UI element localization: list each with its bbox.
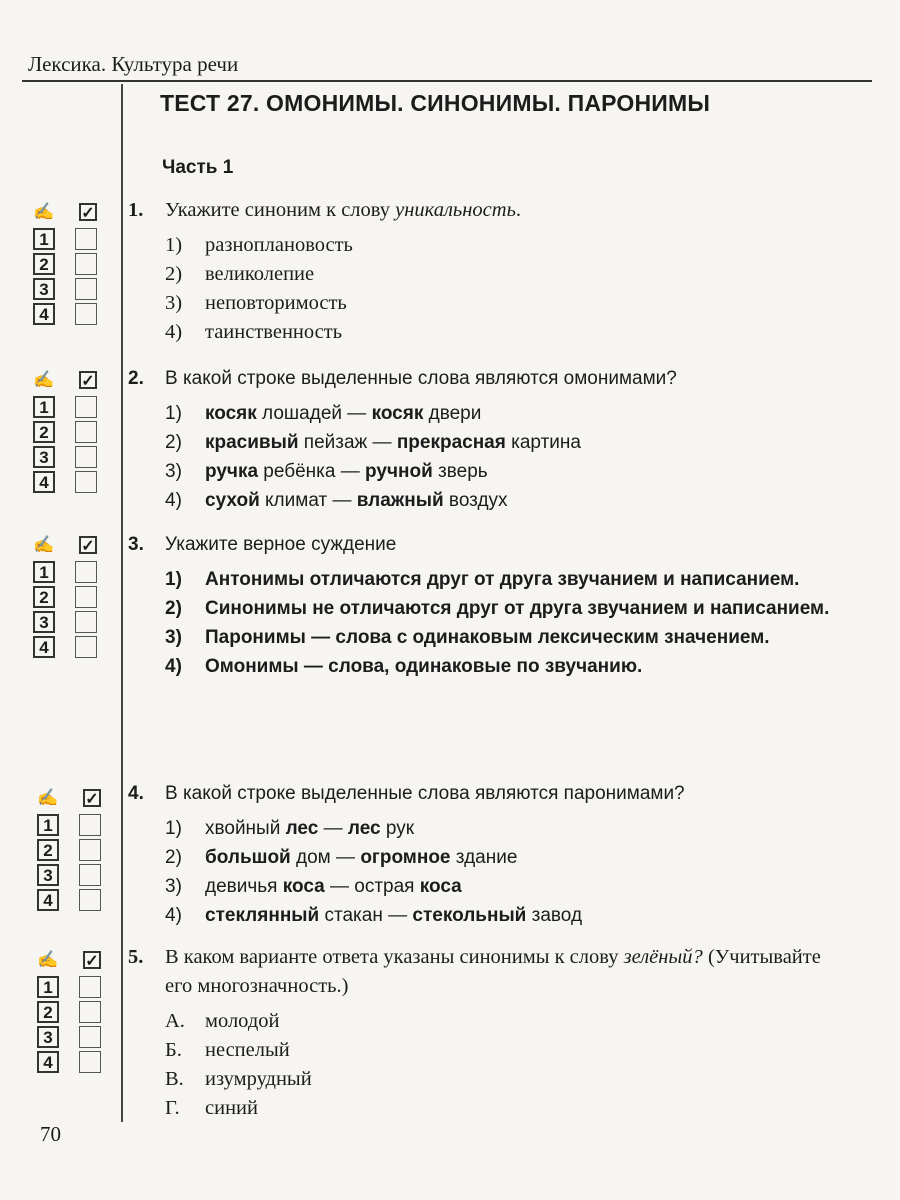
question-text xyxy=(128,779,853,808)
text-segment: — острая xyxy=(324,876,420,897)
answer-number-box: 3 xyxy=(37,1026,59,1048)
answer-row xyxy=(33,561,97,583)
text-segment: прекрасная xyxy=(396,432,506,453)
answer-option xyxy=(165,457,853,486)
options-list xyxy=(165,399,853,515)
answer-grid xyxy=(37,786,101,914)
option-text xyxy=(205,565,853,594)
option-text xyxy=(205,594,853,623)
option-text xyxy=(205,1094,853,1123)
text-segment: девичья xyxy=(205,876,283,897)
answer-number-box: 4 xyxy=(33,303,55,325)
answer-option xyxy=(165,231,853,260)
text-segment: огромное xyxy=(360,847,451,868)
text-segment: Паронимы — слова с одинаковым лексическим значением. xyxy=(205,627,770,648)
text-segment: таинственность xyxy=(205,321,343,343)
page-title: ТЕСТ 27. ОМОНИМЫ. СИНОНИМЫ. ПАРОНИМЫ xyxy=(160,90,711,116)
question-prompt xyxy=(165,364,677,393)
question-3 xyxy=(128,530,853,681)
option-text xyxy=(205,872,853,901)
text-segment: В какой строке выделенные слова являются омонимами? xyxy=(165,368,677,389)
answer-row xyxy=(33,586,97,608)
text-segment: Антонимы отличаются друг от друга звучанием и написанием. xyxy=(205,569,800,590)
section-header: Лексика. Культура речи xyxy=(28,52,239,76)
answer-grid-header xyxy=(33,200,97,224)
answer-grid xyxy=(37,948,101,1076)
option-text xyxy=(205,843,853,872)
text-segment: ручка xyxy=(205,461,259,482)
page-number: 70 xyxy=(40,1122,61,1146)
option-text xyxy=(205,318,853,347)
answer-option xyxy=(165,289,853,318)
answer-option xyxy=(165,1036,853,1065)
option-label: 1) xyxy=(165,403,182,424)
answer-row xyxy=(33,278,97,300)
question-text xyxy=(128,364,853,393)
answer-row xyxy=(33,253,97,275)
pencil-icon: ✍ xyxy=(33,370,55,390)
option-label: 3) xyxy=(165,461,182,482)
options-list xyxy=(165,1007,853,1123)
option-text xyxy=(205,1007,853,1036)
options-list xyxy=(165,814,853,930)
answer-checkbox[interactable] xyxy=(75,636,97,658)
text-segment: двери xyxy=(423,403,482,424)
answer-option xyxy=(165,565,853,594)
text-segment: лес xyxy=(347,818,381,839)
answer-grid xyxy=(33,533,97,661)
pencil-icon: ✍ xyxy=(33,535,55,555)
answer-checkbox[interactable] xyxy=(75,586,97,608)
answer-row xyxy=(37,1051,101,1073)
text-segment: Синонимы не отличаются друг от друга звучанием и написанием. xyxy=(205,598,830,619)
answer-checkbox[interactable] xyxy=(79,839,101,861)
text-segment: зверь xyxy=(432,461,488,482)
text-segment: великолепие xyxy=(205,263,315,285)
text-segment: Укажите верное суждение xyxy=(165,534,397,555)
text-segment: красивый xyxy=(205,432,299,453)
text-segment: молодой xyxy=(205,1010,280,1032)
question-4 xyxy=(128,779,853,930)
answer-checkbox[interactable] xyxy=(79,864,101,886)
answer-grid xyxy=(33,200,97,328)
question-text xyxy=(128,943,853,1001)
answer-row xyxy=(33,303,97,325)
answer-row xyxy=(33,228,97,250)
answer-number-box: 2 xyxy=(37,839,59,861)
option-label: 2) xyxy=(165,847,182,868)
answer-checkbox[interactable] xyxy=(79,889,101,911)
option-text xyxy=(205,231,853,260)
option-text xyxy=(205,814,853,843)
answer-checkbox[interactable] xyxy=(79,976,101,998)
answer-checkbox[interactable] xyxy=(75,303,97,325)
options-list xyxy=(165,231,853,347)
option-label: 2) xyxy=(165,263,183,285)
answer-option xyxy=(165,318,853,347)
answer-row xyxy=(37,976,101,998)
answer-checkbox[interactable] xyxy=(75,396,97,418)
text-segment: В какой строке выделенные слова являются паронимами? xyxy=(165,783,685,804)
text-segment: неповторимость xyxy=(205,292,347,314)
text-segment: В каком варианте ответа указаны синонимы к слову xyxy=(165,946,624,968)
question-number: 4. xyxy=(128,783,144,804)
text-segment: изумрудный xyxy=(205,1068,312,1090)
answer-row xyxy=(33,446,97,468)
question-2 xyxy=(128,364,853,515)
answer-row xyxy=(33,396,97,418)
option-label: Г. xyxy=(165,1097,180,1119)
text-segment: неспелый xyxy=(205,1039,290,1061)
answer-number-box: 4 xyxy=(33,471,55,493)
header-divider xyxy=(22,80,872,82)
answer-option xyxy=(165,1094,853,1123)
answer-checkbox[interactable] xyxy=(75,446,97,468)
text-segment: коса xyxy=(282,876,325,897)
answer-number-box: 3 xyxy=(37,864,59,886)
answer-grid-header xyxy=(33,533,97,557)
text-segment: лес xyxy=(285,818,319,839)
text-segment: стекольный xyxy=(412,905,527,926)
option-text xyxy=(205,457,853,486)
question-1 xyxy=(128,196,853,347)
answer-number-box: 4 xyxy=(33,636,55,658)
answer-row xyxy=(37,839,101,861)
answer-checkbox[interactable] xyxy=(79,814,101,836)
question-text xyxy=(128,196,853,225)
text-segment: косяк xyxy=(371,403,424,424)
option-label: 4) xyxy=(165,905,182,926)
answer-row xyxy=(33,611,97,633)
text-segment: коса xyxy=(419,876,462,897)
text-segment: рук xyxy=(380,818,415,839)
checkbox-icon: ✓ xyxy=(83,789,101,807)
option-label: А. xyxy=(165,1010,185,1032)
answer-number-box: 2 xyxy=(33,586,55,608)
answer-option xyxy=(165,623,853,652)
question-prompt xyxy=(165,779,685,808)
text-segment: сухой xyxy=(205,490,260,511)
text-segment: зелёный? xyxy=(623,946,703,968)
question-prompt xyxy=(165,196,521,225)
text-segment: климат — xyxy=(259,490,357,511)
option-text xyxy=(205,901,853,930)
text-segment: синий xyxy=(205,1097,258,1119)
answer-number-box: 2 xyxy=(33,253,55,275)
answer-option xyxy=(165,486,853,515)
answer-checkbox[interactable] xyxy=(75,253,97,275)
options-list xyxy=(165,565,853,681)
answer-number-box: 4 xyxy=(37,1051,59,1073)
answer-option xyxy=(165,594,853,623)
option-label: 1) xyxy=(165,818,182,839)
checkbox-icon: ✓ xyxy=(83,951,101,969)
question-number: 1. xyxy=(128,199,144,221)
option-text xyxy=(205,289,853,318)
answer-option xyxy=(165,1065,853,1094)
checkbox-icon: ✓ xyxy=(79,371,97,389)
text-segment: дом — xyxy=(290,847,361,868)
text-segment: картина xyxy=(505,432,581,453)
text-segment: стакан — xyxy=(319,905,413,926)
text-segment: пейзаж — xyxy=(298,432,397,453)
checkbox-icon: ✓ xyxy=(79,536,97,554)
answer-number-box: 3 xyxy=(33,611,55,633)
question-number: 3. xyxy=(128,534,144,555)
answer-row xyxy=(37,1001,101,1023)
answer-row xyxy=(33,636,97,658)
answer-number-box: 3 xyxy=(33,278,55,300)
answer-checkbox[interactable] xyxy=(79,1051,101,1073)
text-segment: завод xyxy=(526,905,583,926)
option-label: Б. xyxy=(165,1039,182,1061)
answer-number-box: 1 xyxy=(33,228,55,250)
answer-option xyxy=(165,652,853,681)
option-text xyxy=(205,623,853,652)
answer-option xyxy=(165,428,853,457)
answer-grid-header xyxy=(33,368,97,392)
answer-checkbox[interactable] xyxy=(79,1026,101,1048)
answer-row xyxy=(37,814,101,836)
text-segment: лошадей — xyxy=(256,403,372,424)
answer-option xyxy=(165,1007,853,1036)
answer-row xyxy=(33,421,97,443)
answer-option xyxy=(165,399,853,428)
text-segment: разноплановость xyxy=(205,234,353,256)
option-label: В. xyxy=(165,1068,184,1090)
option-label: 1) xyxy=(165,234,183,256)
text-segment: здание xyxy=(450,847,518,868)
answer-checkbox[interactable] xyxy=(75,611,97,633)
text-segment: стеклянный xyxy=(205,905,320,926)
answer-number-box: 4 xyxy=(37,889,59,911)
text-segment: ручной xyxy=(365,461,433,482)
answer-grid-header xyxy=(37,948,101,972)
answer-option xyxy=(165,901,853,930)
answer-option xyxy=(165,814,853,843)
question-number: 5. xyxy=(128,946,144,968)
margin-divider xyxy=(121,84,123,1122)
text-segment: ребёнка — xyxy=(258,461,366,482)
option-text xyxy=(205,399,853,428)
option-label: 3) xyxy=(165,627,182,648)
text-segment: Укажите синоним к слову xyxy=(165,199,396,221)
pencil-icon: ✍ xyxy=(33,202,55,222)
answer-number-box: 2 xyxy=(33,421,55,443)
option-label: 2) xyxy=(165,432,182,453)
text-segment: воздух xyxy=(443,490,508,511)
text-segment: уникальность xyxy=(395,199,516,221)
answer-option xyxy=(165,260,853,289)
answer-checkbox[interactable] xyxy=(75,228,97,250)
text-segment: косяк xyxy=(205,403,257,424)
option-label: 4) xyxy=(165,656,182,677)
option-label: 2) xyxy=(165,598,182,619)
answer-number-box: 1 xyxy=(37,814,59,836)
text-segment: влажный xyxy=(356,490,444,511)
text-segment: — xyxy=(318,818,348,839)
answer-number-box: 1 xyxy=(33,561,55,583)
answer-grid xyxy=(33,368,97,496)
option-text xyxy=(205,1036,853,1065)
answer-checkbox[interactable] xyxy=(75,471,97,493)
option-label: 4) xyxy=(165,321,183,343)
answer-row xyxy=(37,1026,101,1048)
option-text xyxy=(205,1065,853,1094)
option-text xyxy=(205,428,853,457)
question-5 xyxy=(128,943,853,1123)
answer-row xyxy=(37,864,101,886)
part-heading: Часть 1 xyxy=(162,157,234,178)
option-label: 4) xyxy=(165,490,182,511)
answer-checkbox[interactable] xyxy=(75,278,97,300)
text-segment: . xyxy=(515,199,522,221)
answer-option xyxy=(165,843,853,872)
option-text xyxy=(205,260,853,289)
option-text xyxy=(205,486,853,515)
answer-number-box: 2 xyxy=(37,1001,59,1023)
answer-row xyxy=(33,471,97,493)
answer-grid-header xyxy=(37,786,101,810)
question-text xyxy=(128,530,853,559)
answer-number-box: 1 xyxy=(33,396,55,418)
question-number: 2. xyxy=(128,368,144,389)
option-label: 3) xyxy=(165,292,183,314)
text-segment: (Учитывайте его многозначность.) xyxy=(165,946,821,997)
answer-number-box: 1 xyxy=(37,976,59,998)
answer-checkbox[interactable] xyxy=(75,561,97,583)
option-label: 3) xyxy=(165,876,182,897)
question-prompt xyxy=(165,943,853,1001)
answer-checkbox[interactable] xyxy=(79,1001,101,1023)
checkbox-icon: ✓ xyxy=(79,203,97,221)
answer-row xyxy=(37,889,101,911)
pencil-icon: ✍ xyxy=(37,788,59,808)
answer-option xyxy=(165,872,853,901)
text-segment: большой xyxy=(205,847,291,868)
question-prompt xyxy=(165,530,396,559)
answer-checkbox[interactable] xyxy=(75,421,97,443)
answer-number-box: 3 xyxy=(33,446,55,468)
text-segment: Омонимы — слова, одинаковые по звучанию. xyxy=(205,656,643,677)
option-text xyxy=(205,652,853,681)
text-segment: хвойный xyxy=(205,818,286,839)
option-label: 1) xyxy=(165,569,182,590)
pencil-icon: ✍ xyxy=(37,950,59,970)
